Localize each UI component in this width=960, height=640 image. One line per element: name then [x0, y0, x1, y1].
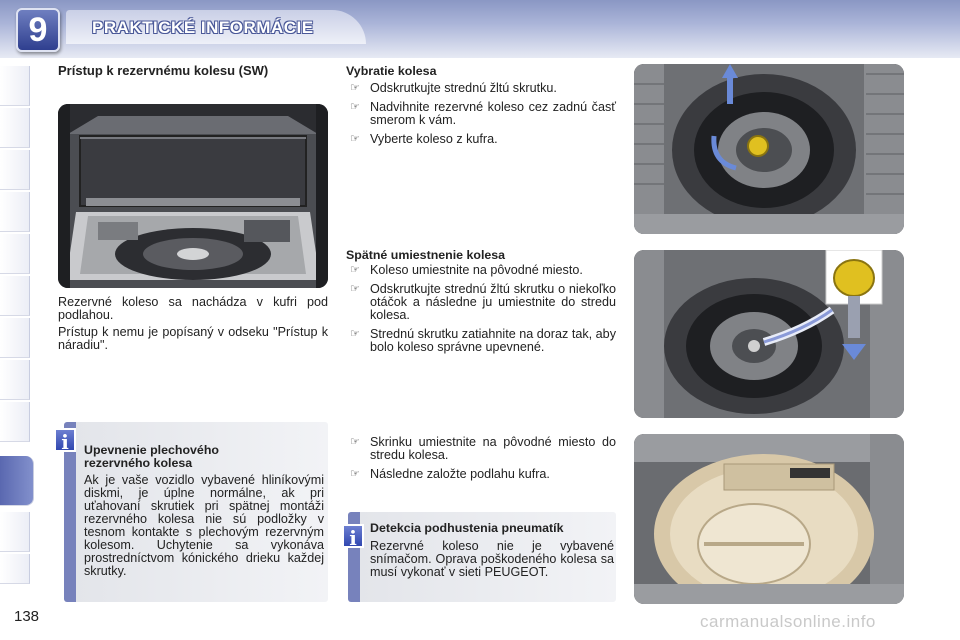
pointing-hand-icon: ☞ [350, 468, 360, 480]
info-box-tyre-pressure [348, 512, 616, 602]
final-step: ☞ Následne založte podlahu kufra. [350, 467, 550, 481]
chapter-header [0, 0, 960, 58]
refit-step: ☞ Strednú skrutku zatiahnite na doraz tak, aby bolo koleso správne upevnené. [350, 327, 616, 354]
side-tab-11[interactable] [0, 512, 30, 552]
pointing-hand-icon: ☞ [350, 133, 360, 145]
info-box-steel-wheel-fixing [64, 422, 328, 602]
side-tab-4[interactable] [0, 192, 30, 232]
page-number: 138 [14, 608, 40, 625]
pointing-hand-icon: ☞ [350, 82, 360, 94]
paragraph-spare-wheel-location: Rezervné koleso sa nachádza v kufri pod podlahou. [58, 295, 328, 322]
info-box-text: Rezervné koleso nie je vybavené snímačom. Oprava poškodeného kolesa sa musí vykonať v sieti PEUGEOT. [370, 539, 614, 579]
watermark: carmanualsonline.info [700, 612, 876, 631]
side-tab-12[interactable] [0, 554, 30, 584]
final-steps-list [346, 436, 616, 487]
info-box-title: Upevnenie plechového rezervného kolesa [84, 443, 219, 470]
side-tab-2[interactable] [0, 108, 30, 148]
side-tab-active[interactable] [0, 456, 34, 506]
photo-spare-wheel-refit [634, 250, 904, 418]
side-tab-6[interactable] [0, 276, 30, 316]
chapter-number-badge: 9 [16, 8, 60, 52]
pointing-hand-icon: ☞ [350, 283, 360, 295]
removal-step: ☞ Nadvihnite rezervné koleso cez zadnú časť smerom k vám. [350, 100, 616, 127]
info-icon: i [54, 428, 76, 452]
removal-step: ☞ Odskrutkujte strednú žltú skrutku. [350, 81, 557, 95]
pointing-hand-icon: ☞ [350, 436, 360, 448]
refit-steps-list [346, 264, 616, 360]
pointing-hand-icon: ☞ [350, 264, 360, 276]
info-box-text: Ak je vaše vozidlo vybavené hliníkovými diskmi, je úplne normálne, ak pri uťahovaní skrutiek pri spätnej montáži rezervného kolesa nie sú podložky v tesnom kontakte s plechovým rezervným kolesom. Uchytenie sa vykonáva prostredníctvom kónického drieku každej skrutky. [84, 473, 324, 578]
side-tab-9[interactable] [0, 402, 30, 442]
pointing-hand-icon: ☞ [350, 328, 360, 340]
removal-steps-list [346, 82, 616, 152]
final-step: ☞ Skrinku umiestnite na pôvodné miesto do stredu kolesa. [350, 435, 616, 462]
side-tab-7[interactable] [0, 318, 30, 358]
chapter-side-tabs [0, 66, 30, 586]
section-title-removal: Vybratie kolesa [346, 64, 437, 78]
photo-spare-wheel-unscrew [634, 64, 904, 234]
side-tab-1[interactable] [0, 66, 30, 106]
pointing-hand-icon: ☞ [350, 101, 360, 113]
side-tab-8[interactable] [0, 360, 30, 400]
removal-step: ☞ Vyberte koleso z kufra. [350, 132, 498, 146]
section-title-refit: Spätné umiestnenie kolesa [346, 248, 506, 262]
photo-boot-storage-box [634, 434, 904, 604]
side-tab-5[interactable] [0, 234, 30, 274]
photo-boot-open [58, 104, 328, 288]
info-icon: i [342, 524, 364, 548]
paragraph-tools-reference: Prístup k nemu je popísaný v odseku "Prístup k náradiu". [58, 325, 328, 352]
info-box-title: Detekcia podhustenia pneumatík [370, 521, 564, 535]
chapter-title: PRAKTICKÉ INFORMÁCIE [92, 18, 314, 37]
refit-step: ☞ Odskrutkujte strednú žltú skrutku o niekoľko otáčok a následne ju umiestnite do stredu kolesa. [350, 282, 616, 322]
section-title-spare-wheel-access: Prístup k rezervnému kolesu (SW) [58, 63, 269, 78]
side-tab-3[interactable] [0, 150, 30, 190]
refit-step: ☞ Koleso umiestnite na pôvodné miesto. [350, 263, 583, 277]
